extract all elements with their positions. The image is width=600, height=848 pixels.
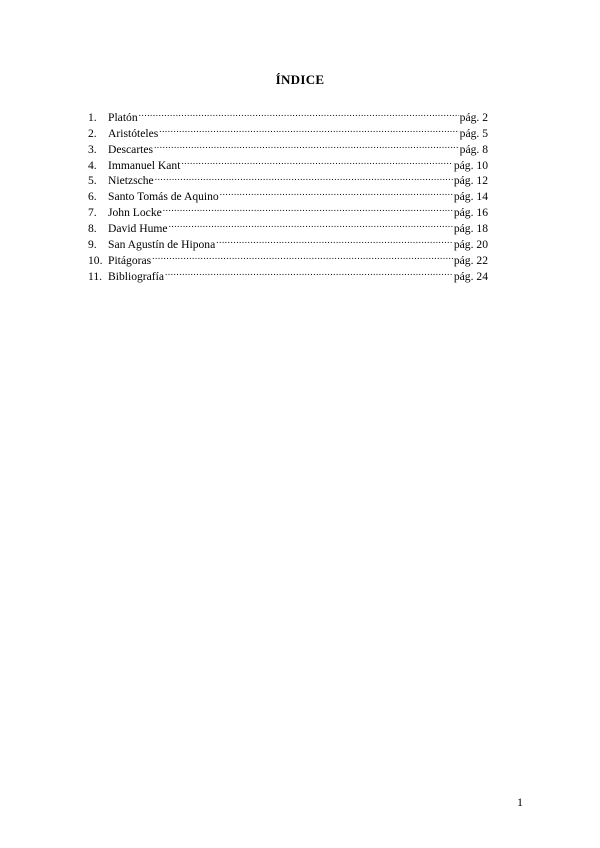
toc-entry-number: 10. bbox=[88, 253, 103, 267]
toc-entry-page: pág. 18 bbox=[453, 222, 488, 236]
dot-leader bbox=[155, 169, 453, 185]
dot-leader bbox=[165, 264, 453, 280]
toc-entry-label: John Locke bbox=[108, 206, 162, 220]
toc-entry-label: Descartes bbox=[108, 142, 154, 156]
toc-entry-label: Bibliografía bbox=[108, 269, 165, 283]
toc-entry-page: pág. 10 bbox=[453, 158, 488, 172]
toc-entry-page: pág. 14 bbox=[453, 190, 488, 204]
toc-entry-label: David Hume bbox=[108, 222, 168, 236]
footer-page-number: 1 bbox=[517, 795, 523, 809]
toc-entry-number: 3. bbox=[88, 142, 97, 156]
toc-entry-label: Santo Tomás de Aquino bbox=[108, 190, 219, 204]
toc-entry-platon bbox=[88, 105, 488, 124]
dot-leader bbox=[181, 153, 452, 169]
toc-entry-number: 6. bbox=[88, 190, 97, 204]
toc-entry-page: pág. 5 bbox=[459, 126, 488, 140]
dot-leader bbox=[220, 184, 453, 200]
toc-entry-page: pág. 16 bbox=[453, 206, 488, 220]
dot-leader bbox=[216, 232, 453, 248]
toc-entry-label: Aristóteles bbox=[108, 126, 159, 140]
toc-entry-aristoteles bbox=[88, 121, 488, 140]
toc-entry-number: 2. bbox=[88, 126, 97, 140]
toc-entry-number: 8. bbox=[88, 222, 97, 236]
toc-entry-label: Platón bbox=[108, 110, 138, 124]
dot-leader bbox=[152, 248, 453, 264]
index-title: ÍNDICE bbox=[275, 72, 325, 87]
table-of-contents bbox=[88, 105, 488, 283]
toc-entry-page: pág. 20 bbox=[453, 238, 488, 252]
toc-entry-number: 9. bbox=[88, 238, 97, 252]
toc-entry-number: 5. bbox=[88, 174, 97, 188]
toc-entry-page: pág. 2 bbox=[459, 110, 488, 124]
toc-entry-page: pág. 8 bbox=[459, 142, 488, 156]
dot-leader bbox=[169, 216, 453, 232]
toc-entry-page: pág. 24 bbox=[453, 269, 488, 283]
toc-entry-number: 4. bbox=[88, 158, 97, 172]
toc-entry-page: pág. 22 bbox=[453, 253, 488, 267]
toc-entry-label: Immanuel Kant bbox=[108, 158, 181, 172]
toc-entry-number: 7. bbox=[88, 206, 97, 220]
dot-leader bbox=[154, 137, 459, 153]
dot-leader bbox=[139, 105, 459, 121]
toc-entry-number: 1. bbox=[88, 110, 97, 124]
toc-entry-page: pág. 12 bbox=[453, 174, 488, 188]
toc-entry-label: San Agustín de Hipona bbox=[108, 238, 216, 252]
toc-entry-label: Nietzsche bbox=[108, 174, 154, 188]
dot-leader bbox=[159, 121, 458, 137]
toc-entry-number: 11. bbox=[88, 269, 103, 283]
toc-entry-label: Pitágoras bbox=[108, 253, 152, 267]
dot-leader bbox=[163, 200, 453, 216]
